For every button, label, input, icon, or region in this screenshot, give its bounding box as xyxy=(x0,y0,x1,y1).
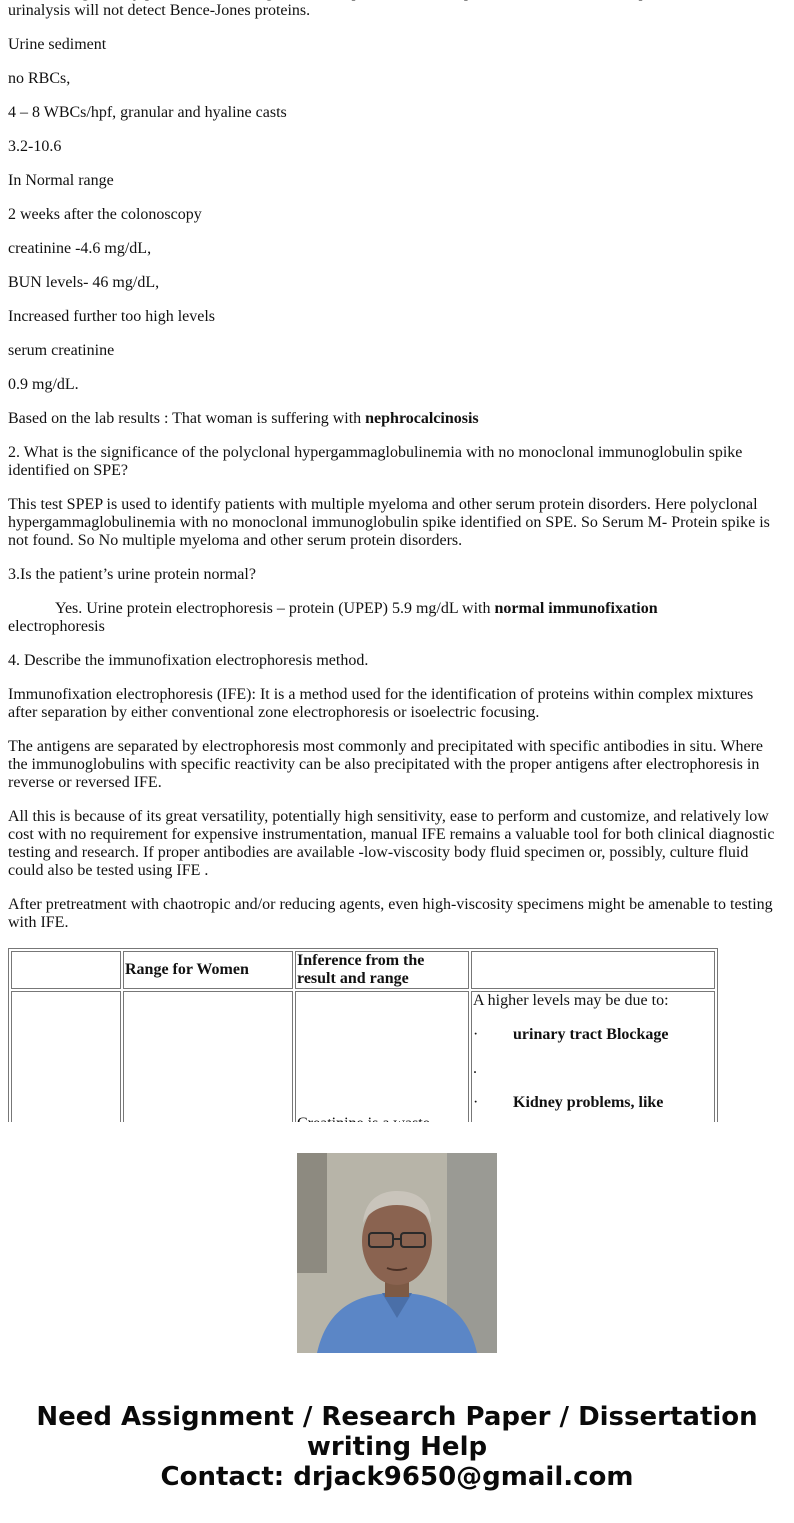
conclusion-paragraph xyxy=(8,410,780,428)
ad-line-1: Need Assignment / Research Paper / Dissertation xyxy=(36,1402,758,1432)
lab-line-colonoscopy: 2 weeks after the colonoscopy xyxy=(8,206,202,223)
answer-3-bold: normal immunofixation xyxy=(494,600,658,617)
lab-line-normal-range: In Normal range xyxy=(8,172,114,189)
bullet-mark: . xyxy=(473,1060,477,1077)
answer-4-para-1: Immunofixation electrophoresis (IFE): It is a method used for the identification of proteins within complex mixtures after separation by either conventional zone electrophoresis or isoelectric focusing. xyxy=(8,686,754,721)
lab-line-serum-creatinine: serum creatinine xyxy=(8,342,115,359)
table-header-cell xyxy=(471,951,715,989)
answer-4-para-2: The antigens are separated by electrophoresis most commonly and precipitated with specific antibodies in situ. Where the immunoglobulins with specific reactivity can be also precipitated with the proper antigens after electrophoresis in reverse or reversed IFE. xyxy=(8,738,764,791)
lab-line-bun: BUN levels- 46 mg/dL, xyxy=(8,274,160,291)
answer-3 xyxy=(8,600,780,636)
contact-email[interactable]: Contact: drjack9650@gmail.com xyxy=(160,1462,634,1492)
bullet-mark: · xyxy=(473,1094,479,1111)
table-header-row xyxy=(11,951,715,989)
conclusion-text: Based on the lab results : That woman is suffering with xyxy=(8,410,366,427)
cause-item xyxy=(473,1026,713,1044)
lab-line-range: 3.2-10.6 xyxy=(8,138,62,155)
lab-line-rbcs: no RBCs, xyxy=(8,70,71,87)
answer-3-suffix: electrophoresis xyxy=(8,618,105,635)
answer-4-para-3: All this is because of its great versatility, potentially high sensitivity, ease to perform and customize, and relatively low cost with no requirement for expensive instrumentation, manual IFE remains a valuable tool for both clinical diagnostic testing and research. If proper antibodies are available -low-viscosity body fluid specimen or, possibly, culture fluid could also be tested using IFE . xyxy=(8,808,775,879)
table-header-range: Range for Women xyxy=(123,951,293,989)
answer-3-text: Yes. Urine protein electrophoresis – protein (UPEP) 5.9 mg/dL with xyxy=(55,600,495,617)
advertisement-banner[interactable] xyxy=(0,1122,794,1523)
lab-line-value: 0.9 mg/dL. xyxy=(8,376,79,393)
answer-2: This test SPEP is used to identify patients with multiple myeloma and other serum protein disorders. Here polyclonal hypergammaglobulinemia with no monoclonal immunoglobulin spike identified on SPE. So Serum M- Protein spike is not found. So No multiple myeloma and other serum protein disorders. xyxy=(8,496,770,549)
lab-line-creatinine: creatinine -4.6 mg/dL, xyxy=(8,240,152,257)
avatar-portrait xyxy=(297,1153,497,1353)
question-2: 2. What is the significance of the polyclonal hypergammaglobulinemia with no monoclonal immunoglobulin spike identified on SPE? xyxy=(8,444,743,479)
ad-line-2: writing Help xyxy=(306,1432,488,1462)
lab-line-urine-sediment: Urine sediment xyxy=(8,36,107,53)
intro-paragraph: urinalysis will not detect Bence-Jones proteins. xyxy=(8,2,311,19)
conclusion-diagnosis: nephrocalcinosis xyxy=(365,410,479,427)
cause-item xyxy=(473,1094,713,1112)
table-header-inference: Inference from the result and range xyxy=(295,951,469,989)
lab-line-wbcs: 4 – 8 WBCs/hpf, granular and hyaline casts xyxy=(8,104,287,121)
cause-text: urinary tract Blockage xyxy=(513,1026,669,1043)
bullet-mark: · xyxy=(473,1026,479,1043)
lab-line-increased: Increased further too high levels xyxy=(8,308,216,325)
question-4: 4. Describe the immunofixation electrophoresis method. xyxy=(8,652,369,669)
cause-text: Kidney problems, like xyxy=(513,1094,664,1111)
document-body xyxy=(8,0,780,1296)
avatar xyxy=(297,1153,497,1353)
table-header-cell xyxy=(11,951,121,989)
cause-item xyxy=(473,1060,713,1078)
answer-4-para-4: After pretreatment with chaotropic and/or reducing agents, even high-viscosity specimens might be amenable to testing with IFE. xyxy=(8,896,773,931)
question-3: 3.Is the patient’s urine protein normal? xyxy=(8,566,256,583)
causes-intro: A higher levels may be due to: xyxy=(473,992,669,1009)
help-contact-text xyxy=(0,1402,794,1492)
